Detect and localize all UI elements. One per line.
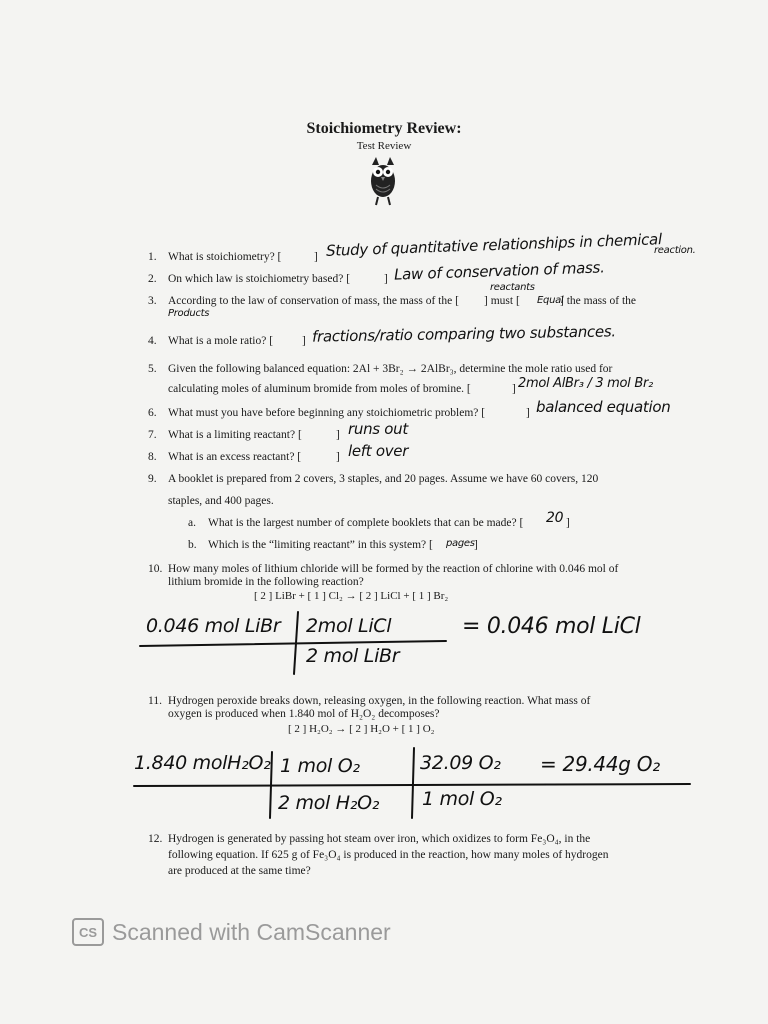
q3-answer-reactants: reactants xyxy=(490,282,535,293)
q11-work-ratio2-bottom: 1 mol O₂ xyxy=(422,788,502,810)
q4-answer: fractions/ratio comparing two substances. xyxy=(311,322,616,346)
q9b-text: Which is the “limiting reactant” in this system? [ xyxy=(208,539,433,551)
q10-work-given: 0.046 mol LiBr xyxy=(146,615,281,637)
q2-number: 2. xyxy=(148,273,157,285)
q10-fraction-line xyxy=(140,641,446,646)
q8-answer: left over xyxy=(348,442,409,460)
q3-mid: ] must [ xyxy=(484,295,520,307)
q3-end: ] the mass of the xyxy=(560,295,637,307)
q3-answer-products: Products xyxy=(168,308,210,319)
q10-work-ratio-top: 2mol LiCl xyxy=(306,615,392,637)
q6-close: ] xyxy=(526,407,530,419)
q8-text: What is an excess reactant? [ xyxy=(168,451,302,463)
q5-close: ] xyxy=(512,383,516,395)
q7-text: What is a limiting reactant? [ xyxy=(168,429,302,441)
page-subtitle: Test Review xyxy=(356,140,412,152)
q1-number: 1. xyxy=(148,251,157,263)
q9a-answer: 20 xyxy=(546,510,564,526)
q10-work-ratio-bottom: 2 mol LiBr xyxy=(306,645,400,667)
q11-divider-1 xyxy=(270,752,272,818)
q6-text: What must you have before beginning any stoichiometric problem? [ xyxy=(168,407,486,419)
q4-close: ] xyxy=(302,335,306,347)
q10-text2: lithium bromide in the following reaction? xyxy=(168,576,364,588)
q9b-close: ] xyxy=(474,539,478,551)
q5-answer: 2mol AlBr₃ / 3 mol Br₂ xyxy=(518,376,653,391)
q1-text: What is stoichiometry? [ xyxy=(168,251,282,263)
q1-close: ] xyxy=(314,251,318,263)
page-title: Stoichiometry Review: xyxy=(306,120,462,137)
q7-close: ] xyxy=(336,429,340,441)
q8-number: 8. xyxy=(148,451,157,463)
q4-text: What is a mole ratio? [ xyxy=(168,335,274,347)
q1-answer-cont: reaction. xyxy=(654,245,696,256)
q12-text2: following equation. If 625 g of Fe₃O₄ is produced in the reaction, how many moles of hydrogen xyxy=(168,849,609,861)
q2-close: ] xyxy=(384,273,388,285)
q9-number: 9. xyxy=(148,473,157,485)
q10-result: = 0.046 mol LiCl xyxy=(462,614,641,639)
q3-text: According to the law of conservation of mass, the mass of the [ xyxy=(168,295,459,307)
camscanner-logo-icon: CS xyxy=(72,918,104,946)
q6-number: 6. xyxy=(148,407,157,419)
q11-divider-2 xyxy=(412,748,414,818)
q2-answer: Law of conservation of mass. xyxy=(393,258,605,284)
q9a-label: a. xyxy=(188,517,196,529)
q11-number: 11. xyxy=(148,695,162,707)
q11-work-ratio1-bottom: 2 mol H₂O₂ xyxy=(278,792,380,814)
camscanner-text: Scanned with CamScanner xyxy=(112,918,391,945)
q11-work-ratio2-top: 32.09 O₂ xyxy=(420,752,501,774)
q3-answer-equal: Equal xyxy=(537,295,564,306)
q7-number: 7. xyxy=(148,429,157,441)
q11-equation: [ 2 ] H₂O₂ → [ 2 ] H₂O + [ 1 ] O₂ xyxy=(288,723,435,735)
q12-text: Hydrogen is generated by passing hot steam over iron, which oxidizes to form Fe₃O₄, in the xyxy=(168,833,591,845)
q9a-text: What is the largest number of complete booklets that can be made? [ xyxy=(208,517,524,529)
q6-answer: balanced equation xyxy=(536,398,671,416)
q11-work-given: 1.840 molH₂O₂ xyxy=(134,752,271,774)
q11-result: = 29.44g O₂ xyxy=(540,752,660,776)
q12-text3: are produced at the same time? xyxy=(168,865,311,877)
q12-number: 12. xyxy=(148,833,163,845)
q5-number: 5. xyxy=(148,363,157,375)
q5-text: Given the following balanced equation: 2Al + 3Br₂ → 2AlBr₃, determine the mole ratio used for xyxy=(168,363,613,375)
q7-answer: runs out xyxy=(348,420,408,438)
q10-text: How many moles of lithium chloride will be formed by the reaction of chlorine with 0.046 mol of xyxy=(168,563,619,575)
q9b-label: b. xyxy=(188,539,197,551)
q11-text2: oxygen is produced when 1.840 mol of H₂O₂ decomposes? xyxy=(168,708,440,720)
q10-number: 10. xyxy=(148,563,163,575)
q11-work-ratio1-top: 1 mol O₂ xyxy=(280,755,360,777)
q2-text: On which law is stoichiometry based? [ xyxy=(168,273,351,285)
q5-text2: calculating moles of aluminum bromide from moles of bromine. [ xyxy=(168,383,471,395)
q4-number: 4. xyxy=(148,335,157,347)
q8-close: ] xyxy=(336,451,340,463)
q9-text: A booklet is prepared from 2 covers, 3 staples, and 20 pages. Assume we have 60 covers, 120 xyxy=(168,473,599,485)
q9a-close: ] xyxy=(566,517,570,529)
camscanner-watermark xyxy=(72,918,391,946)
q11-text: Hydrogen peroxide breaks down, releasing oxygen, in the following reaction. What mass of xyxy=(168,695,591,707)
q3-number: 3. xyxy=(148,295,157,307)
q10-equation: [ 2 ] LiBr + [ 1 ] Cl₂ → [ 2 ] LiCl + [ 1 ] Br₂ xyxy=(254,590,449,602)
q9b-answer: pages xyxy=(446,538,475,549)
q1-answer: Study of quantitative relationships in chemical xyxy=(325,230,663,260)
q9-text2: staples, and 400 pages. xyxy=(168,495,274,507)
